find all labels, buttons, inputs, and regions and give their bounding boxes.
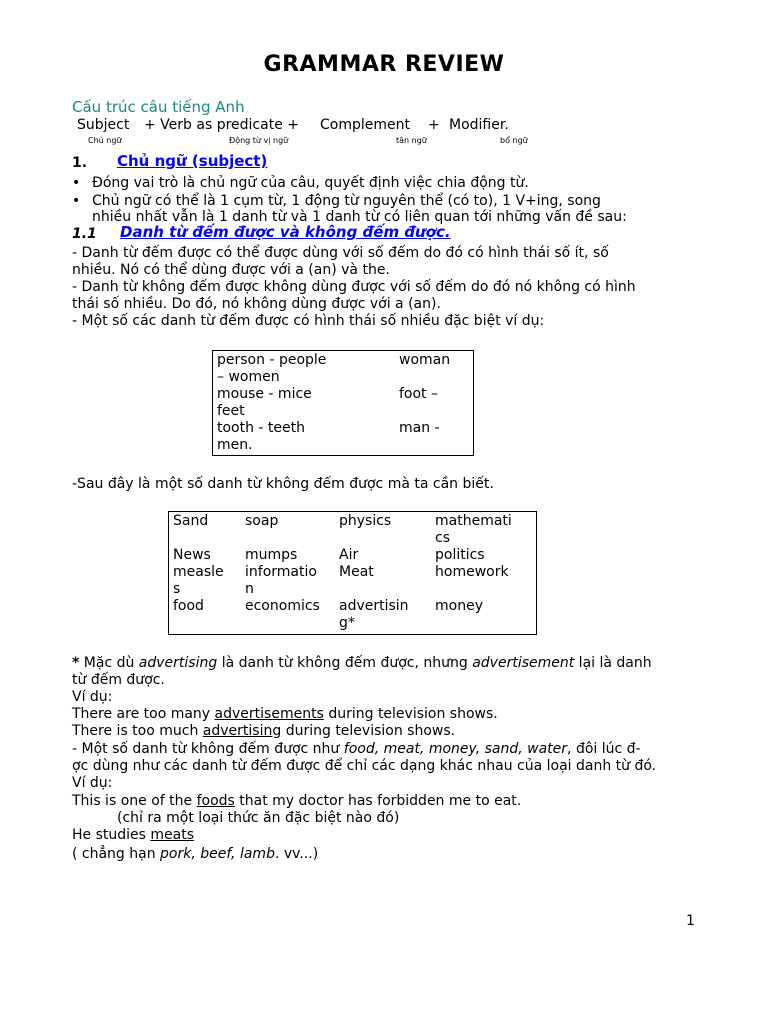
- note-text: Mặc dù: [83, 655, 139, 671]
- example-text: There are too many: [72, 706, 215, 722]
- section11-title: Danh từ đếm được và không đếm được.: [120, 223, 451, 241]
- example-line: [72, 723, 455, 739]
- cell-line: food: [173, 598, 204, 614]
- bullet-text-cont: nhiều nhất vẫn là 1 danh từ và 1 danh từ có liên quan tới những vấn đề sau:: [92, 209, 627, 225]
- table-cell: [241, 512, 335, 635]
- cell-line: Air: [339, 547, 359, 563]
- table-cell: [213, 351, 396, 456]
- cell-line: money: [435, 598, 483, 614]
- note-line: [72, 741, 641, 757]
- sublabel-subject: Chủ ngữ: [88, 136, 122, 145]
- label-complement: Complement: [320, 117, 410, 133]
- note-line: [72, 655, 652, 671]
- label-plus: +: [428, 117, 440, 133]
- cell-line: feet: [217, 403, 245, 419]
- para-line: - Một số các danh từ đếm được có hình thái số nhiều đặc biệt ví dụ:: [72, 313, 545, 329]
- example-term: pork, beef, lamb: [160, 846, 275, 862]
- cell-line: s: [173, 581, 181, 597]
- bullet-text: Đóng vai trò là chủ ngữ của câu, quyết định việc chia động từ.: [92, 175, 529, 191]
- cell-line: advertisin: [339, 598, 409, 614]
- cell-line: informatio: [245, 564, 317, 580]
- cell-line: tooth - teeth: [217, 420, 306, 436]
- sublabel-modifier: bổ ngữ: [500, 136, 528, 145]
- note-term: food, meat, money, sand, water: [343, 741, 568, 757]
- cell-line: Meat: [339, 564, 374, 580]
- example-text: ( chẳng hạn: [72, 846, 161, 862]
- bullet-text: Chủ ngữ có thể là 1 cụm từ, 1 động từ nguyên thể (có to), 1 V+ing, song: [92, 193, 601, 209]
- table-cell: [431, 512, 537, 635]
- cell-line: g*: [339, 615, 355, 631]
- table-cell: [335, 512, 431, 635]
- example-note: (chỉ ra một loại thức ăn đặc biệt nào đó): [117, 810, 400, 826]
- cell-line: – women: [217, 369, 280, 385]
- cell-line: politics: [435, 547, 485, 563]
- cell-line: woman: [399, 352, 451, 368]
- section11-number: 1.1: [72, 226, 97, 242]
- cell-line: soap: [245, 513, 279, 529]
- cell-line: men.: [217, 437, 253, 453]
- example-term: advertising: [202, 723, 282, 739]
- cell-line: Sand: [173, 513, 209, 529]
- cell-line: physics: [339, 513, 392, 529]
- example-line: [72, 706, 498, 722]
- note-line: ợc dùng như các danh từ đếm được để chỉ các dạng khác nhau của loại danh từ đó.: [72, 758, 657, 774]
- example-line: [72, 827, 194, 843]
- example-term: meats: [150, 827, 195, 843]
- note-text: - Một số danh từ không đếm được như: [72, 741, 344, 757]
- example-text: He studies: [72, 827, 151, 843]
- cell-line: foot –: [399, 386, 438, 402]
- cell-line: economics: [245, 598, 320, 614]
- para-line: thái số nhiều. Do đó, nó không dùng được với a (an).: [72, 296, 441, 312]
- bullet-dot: •: [72, 193, 81, 209]
- example-text: during television shows.: [281, 723, 456, 739]
- bullet-dot: •: [72, 175, 81, 191]
- note-term: advertising: [138, 655, 218, 671]
- note-text: lại là danh: [574, 655, 652, 671]
- para-line: - Danh từ đếm được có thể được dùng với số đếm do đó có hình thái số ít, số: [72, 245, 609, 261]
- note-text: , đôi lúc đ-: [567, 741, 641, 757]
- structure-heading: Cấu trúc câu tiếng Anh: [72, 98, 245, 116]
- example-text: during television shows.: [323, 706, 498, 722]
- cell-line: mumps: [245, 547, 298, 563]
- example-term: foods: [196, 793, 235, 809]
- label-verb: + Verb as predicate +: [144, 117, 299, 133]
- sublabel-verb: Động từ vị ngữ: [229, 136, 289, 145]
- example-line: [72, 846, 318, 862]
- section1-number: 1.: [72, 155, 88, 171]
- note-line: Ví dụ:: [72, 775, 113, 791]
- note-term: advertisement: [472, 655, 575, 671]
- example-term: advertisements: [214, 706, 324, 722]
- cell-line: News: [173, 547, 211, 563]
- label-modifier: Modifier.: [449, 117, 509, 133]
- note-text: là danh từ không đếm được, nhưng: [217, 655, 473, 671]
- cell-line: cs: [435, 530, 450, 546]
- page-number: 1: [686, 913, 695, 929]
- cell-line: mathemati: [435, 513, 512, 529]
- example-text: There is too much: [72, 723, 203, 739]
- sublabel-complement: tân ngữ: [396, 136, 427, 145]
- uncountable-nouns-table: [168, 511, 537, 635]
- table-cell: [395, 351, 474, 456]
- note-line: Ví dụ:: [72, 689, 113, 705]
- para-line: - Danh từ không đếm được không dùng được với số đếm do đó nó không có hình: [72, 279, 636, 295]
- section1-title: Chủ ngữ (subject): [117, 152, 268, 170]
- example-text: . vv...): [274, 846, 319, 862]
- example-text: This is one of the: [72, 793, 197, 809]
- cell-line: man -: [399, 420, 440, 436]
- para-line: -Sau đây là một số danh từ không đếm được mà ta cần biết.: [72, 476, 494, 492]
- label-subject: Subject: [77, 117, 130, 133]
- plural-nouns-table: [212, 350, 474, 456]
- cell-line: homework: [435, 564, 509, 580]
- cell-line: mouse - mice: [217, 386, 312, 402]
- cell-line: measle: [173, 564, 224, 580]
- page-title: GRAMMAR REVIEW: [263, 52, 505, 77]
- note-line: từ đếm được.: [72, 672, 165, 688]
- table-cell: [169, 512, 242, 635]
- example-text: that my doctor has forbidden me to eat.: [234, 793, 522, 809]
- example-line: [72, 793, 521, 809]
- cell-line: n: [245, 581, 254, 597]
- note-star: *: [72, 655, 80, 671]
- cell-line: person - people: [217, 352, 327, 368]
- para-line: nhiều. Nó có thể dùng được với a (an) và the.: [72, 262, 390, 278]
